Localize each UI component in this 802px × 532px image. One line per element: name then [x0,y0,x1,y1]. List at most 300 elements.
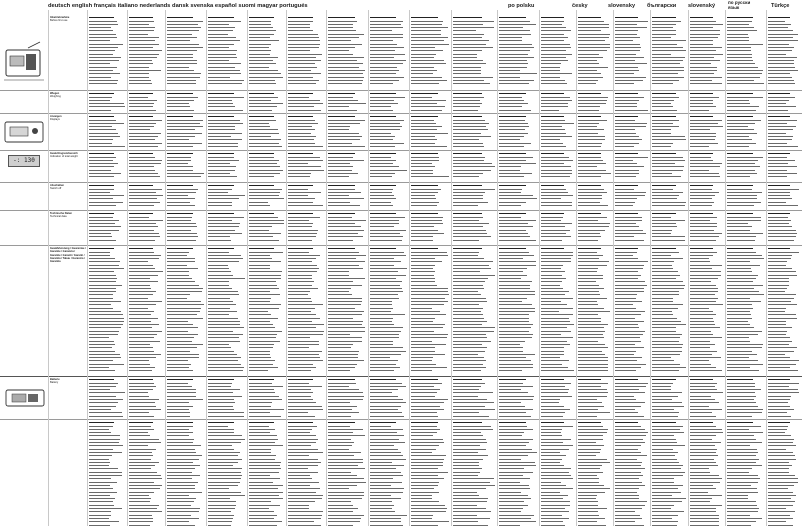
text-line [690,331,711,332]
text-line [615,195,645,196]
text-column-block [249,247,284,375]
text-line [499,34,531,35]
text-line [89,27,111,28]
text-line [690,50,716,51]
text-line [167,435,189,436]
text-line [652,351,682,352]
text-line [411,40,444,41]
text-line [453,139,479,140]
text-line [499,392,528,393]
text-line [167,354,199,355]
text-line [411,202,439,203]
text-line [328,176,349,177]
text-column-block [288,16,324,88]
text-line [249,97,278,98]
text-line [167,442,193,443]
text-line [411,143,435,144]
text-line [727,67,758,68]
text-line [578,278,603,279]
text-line [167,525,195,526]
text-line [89,189,114,190]
text-line [167,103,189,104]
text-line [249,265,270,266]
text-line [690,73,714,74]
text-line [652,240,685,241]
text-column-block [129,421,163,528]
text-line [578,439,603,440]
text-line [370,202,391,203]
text-line [370,354,401,355]
text-line [690,47,722,48]
text-line [615,226,639,227]
text-line [453,173,483,174]
text-line [727,298,750,299]
text-line [499,505,528,506]
text-line [615,402,645,403]
text-line [578,139,605,140]
language-header-bg: български [647,3,677,9]
text-line [370,255,406,256]
text-line [129,77,149,78]
text-line [727,383,755,384]
text-line [288,21,313,22]
text-line [768,462,789,463]
text-line [328,478,364,479]
text-line [208,472,241,473]
text-line [499,275,527,276]
text-line [652,27,673,28]
text-line [541,160,573,161]
text-line [328,399,363,400]
text-line [288,367,316,368]
text-line [615,478,639,479]
text-column-block [652,152,686,181]
text-line [727,288,754,289]
text-column-block [249,184,284,209]
text-line [89,318,124,319]
text-line [249,508,269,509]
text-line [129,226,158,227]
text-line [690,475,719,476]
text-line [411,488,434,489]
text-line [615,301,642,302]
text-line [615,501,647,502]
text-line [578,449,601,450]
text-line [615,311,645,312]
text-line [453,357,484,358]
text-line [411,465,443,466]
text-line [411,47,435,48]
text-line [129,364,150,365]
text-line [453,475,478,476]
text-line [690,278,718,279]
text-line [453,505,477,506]
text-line [453,439,486,440]
text-line [541,73,572,74]
text-line [370,198,396,199]
text-line [328,432,353,433]
text-line [288,416,315,417]
text-column-block [615,16,648,88]
text-line [499,80,534,81]
text-line [578,465,602,466]
text-line [167,271,189,272]
text-column-block [370,92,407,112]
text-line [768,389,798,390]
text-line [499,139,520,140]
text-line [249,192,280,193]
text-line [411,344,446,345]
text-line [249,334,277,335]
text-line [208,334,243,335]
text-line [208,50,237,51]
text-line [208,275,233,276]
text-line [249,123,269,124]
text-line [411,442,444,443]
text-line [690,285,716,286]
text-line [288,304,323,305]
text-line [411,60,444,61]
text-line [89,321,124,322]
text-line [208,261,239,262]
text-line [499,341,525,342]
text-line [288,492,316,493]
text-line [167,153,193,154]
text-line [690,80,712,81]
text-line [453,261,493,262]
text-line [652,331,676,332]
text-line [768,485,794,486]
text-column-block [208,184,245,209]
text-line [727,475,758,476]
text-line [288,80,319,81]
text-line [370,364,396,365]
text-line [499,301,522,302]
text-line [541,341,567,342]
text-column-block [411,421,449,528]
text-line [370,498,401,499]
text-column-block [499,16,537,88]
text-line [89,396,116,397]
text-line [89,255,110,256]
text-line [167,170,193,171]
text-line [727,459,759,460]
text-line [652,271,678,272]
text-line [208,60,229,61]
text-line [249,389,274,390]
text-line [129,301,162,302]
text-line [89,354,120,355]
text-line [652,449,673,450]
text-line [727,173,757,174]
text-line [690,341,710,342]
text-line [690,357,721,358]
text-line [89,63,110,64]
text-line [768,285,789,286]
text-line [328,351,359,352]
text-line [129,392,148,393]
text-column-block [411,184,449,209]
text-line [453,17,482,18]
text-line [411,205,437,206]
text-line [89,173,121,174]
text-line [453,160,484,161]
text-line [411,176,449,177]
text-line [249,455,276,456]
text-line [328,445,352,446]
text-line [615,412,638,413]
text-line [690,271,721,272]
text-line [249,351,270,352]
text-line [89,30,113,31]
text-line [328,459,363,460]
text-line [541,133,566,134]
text-line [578,80,598,81]
text-line [615,30,638,31]
text-line [690,439,712,440]
text-line [249,311,268,312]
text-line [768,341,792,342]
text-line [328,409,352,410]
text-line [411,396,435,397]
text-line [727,205,754,206]
text-line [453,21,494,22]
text-line [727,100,749,101]
text-line [328,129,349,130]
text-line [411,213,438,214]
text-line [652,354,680,355]
text-line [89,455,112,456]
text-line [690,334,713,335]
text-column-block [89,152,125,181]
text-line [578,412,610,413]
text-line [208,83,242,84]
text-line [690,351,717,352]
text-line [370,389,398,390]
text-line [615,255,633,256]
text-line [208,331,233,332]
text-line [328,285,362,286]
text-line [690,198,712,199]
text-line [768,498,791,499]
text-line [768,304,797,305]
text-line [208,54,236,55]
text-line [411,54,436,55]
text-line [652,521,678,522]
text-column-block [652,92,686,112]
text-line [208,139,242,140]
text-line [370,341,393,342]
text-line [499,217,521,218]
text-line [288,192,321,193]
text-line [727,213,753,214]
row-divider-displays [0,113,802,114]
text-line [208,416,244,417]
text-line [370,77,404,78]
text-column-block [541,247,574,375]
text-line [453,50,482,51]
text-line [453,416,489,417]
text-line [499,21,530,22]
text-line [411,351,435,352]
text-line [615,47,641,48]
text-line [652,47,683,48]
text-line [453,465,479,466]
text-line [370,153,396,154]
text-line [129,281,158,282]
text-line [208,17,234,18]
text-line [541,379,564,380]
text-line [768,327,792,328]
text-line [129,93,153,94]
text-line [249,213,274,214]
text-line [129,110,156,111]
text-line [499,518,531,519]
text-column-block [615,152,648,181]
text-line [727,103,750,104]
text-line [541,103,568,104]
text-line [167,30,199,31]
text-line [615,73,634,74]
text-line [652,281,683,282]
text-line [89,37,117,38]
text-line [208,93,234,94]
text-line [370,347,403,348]
text-line [615,505,645,506]
text-line [578,258,599,259]
text-line [727,34,748,35]
text-line [768,518,793,519]
text-line [541,435,562,436]
text-line [370,422,396,423]
text-line [768,465,792,466]
text-line [690,21,716,22]
text-line [249,331,282,332]
text-line [89,133,118,134]
text-line [768,233,797,234]
text-line [129,432,148,433]
text-line [615,236,634,237]
text-line [288,54,322,55]
text-line [541,360,569,361]
text-line [652,44,677,45]
text-line [208,160,239,161]
text-line [615,278,638,279]
text-line [727,495,748,496]
text-line [768,44,789,45]
text-line [541,63,561,64]
text-line [499,354,535,355]
text-line [288,110,321,111]
text-line [690,70,717,71]
text-line [690,176,720,177]
text-line [727,498,748,499]
text-line [578,364,608,365]
text-line [129,321,151,322]
text-line [453,327,495,328]
text-line [768,511,795,512]
text-line [411,324,445,325]
text-line [167,217,192,218]
text-line [249,288,279,289]
text-line [167,402,189,403]
text-line [411,492,439,493]
text-line [328,123,360,124]
text-line [288,508,309,509]
text-line [208,452,240,453]
text-line [208,217,244,218]
text-line [208,97,244,98]
text-line [167,462,193,463]
column-separator [247,10,248,526]
text-line [89,261,120,262]
text-line [727,136,749,137]
text-line [249,429,275,430]
text-line [578,515,599,516]
text-line [129,324,159,325]
text-line [129,205,154,206]
text-line [370,318,393,319]
text-line [453,176,479,177]
text-line [89,258,115,259]
text-line [541,77,560,78]
text-line [129,347,153,348]
text-line [129,198,157,199]
text-line [768,77,792,78]
text-line [615,170,639,171]
text-line [208,367,244,368]
text-line [727,392,755,393]
text-line [370,357,390,358]
text-line [411,166,435,167]
text-line [615,334,643,335]
text-line [768,396,791,397]
text-line [652,60,683,61]
text-line [89,205,116,206]
text-line [615,37,640,38]
text-line [411,248,438,249]
text-line [370,30,392,31]
text-line [370,261,401,262]
text-line [453,525,488,526]
text-line [288,230,318,231]
text-line [578,47,610,48]
text-line [208,57,237,58]
text-line [578,285,599,286]
text-column-block [499,378,537,418]
text-line [288,337,310,338]
text-line [89,70,113,71]
text-line [328,67,359,68]
text-line [288,103,323,104]
text-line [541,153,564,154]
text-line [768,185,790,186]
text-line [499,495,528,496]
text-line [453,271,480,272]
text-line [208,521,232,522]
text-line [89,233,111,234]
text-column-block [690,247,723,375]
text-line [768,455,795,456]
text-line [208,304,236,305]
text-line [652,298,673,299]
text-line [89,226,121,227]
text-line [208,505,236,506]
text-line [249,485,283,486]
text-line [727,44,763,45]
text-line [453,166,495,167]
text-line [208,77,230,78]
